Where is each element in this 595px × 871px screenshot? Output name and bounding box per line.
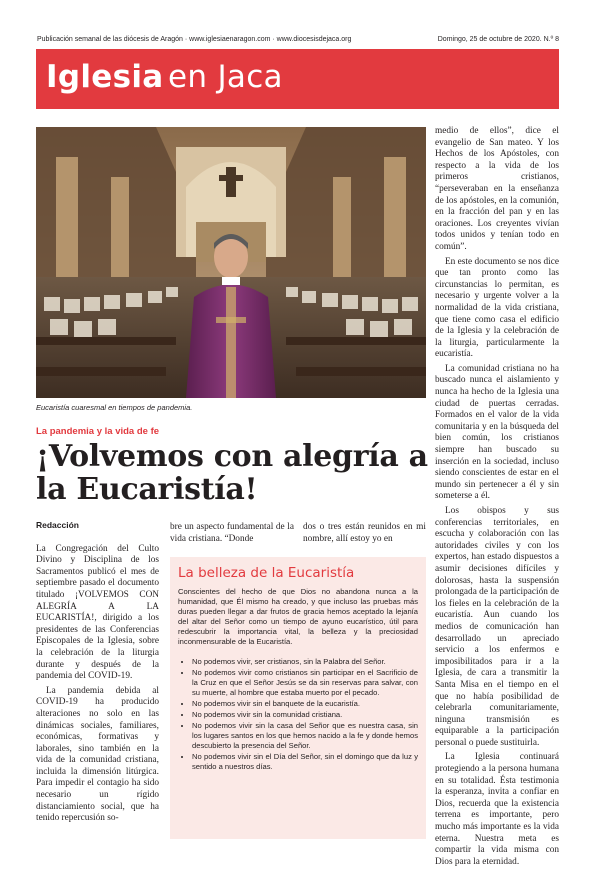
list-item: • No podemos vivir sin el Día del Señor, sin el domingo que da luz y sentido a nuestros días. xyxy=(192,752,418,772)
masthead-title-light: en Jaca xyxy=(168,59,283,95)
article-paragraph: La Congregación del Culto Divino y Disciplina de los Sacramentos publicó el mes de septiembre pasado el documento titulado ¡VOLVEMOS CON ALEGRÍA A LA EUCARISTÍA!, dirigido a los presidentes de las Conferencias Episcopales de la Iglesia, sobre la celebración de la liturgia durante y después de la pandemia del COVID-19. xyxy=(36,543,159,682)
photo-caption: Eucaristía cuaresmal en tiempos de pandemia. xyxy=(36,403,193,412)
article-kicker: La pandemia y la vida de fe xyxy=(36,426,160,437)
article-column-2 xyxy=(170,522,294,548)
article-paragraph: Los obispos y sus conferencias territoriales, en escucha y colaboración con las autoridades civiles y con los expertos, han estado dispuestos a asumir decisiones difíciles y dolorosas, hasta la suspensión prolongada de la participación de los fieles en la celebración de la eucaristía. Aun cuando los medios de comunicación han desarrollado un apreciado servicio a los enfermos e imposibilitados para ir a la Iglesia, de cara a transmitir la Santa Misa en el tiempo en el que no había posibilidad de celebrarla comunitariamente, ninguna transmisión es equiparable a la participación personal o puede sustituirla. xyxy=(435,506,559,748)
issue-date: Domingo, 25 de octubre de 2020. N.º 8 xyxy=(437,36,559,43)
church-photo-illustration xyxy=(36,127,426,398)
masthead xyxy=(36,49,559,109)
sidebar-box-intro: Conscientes del hecho de que Dios no abandona nunca a la humanidad, que Él mismo ha creado, y que incluso las pruebas más duras pueden llegar a dar frutos de gracia hemos aceptado la lejanía del altar del Señor como un tiempo de ayuno eucarístico, útil para redescubrir la importancia vital, la belleza y la preciosidad inconmensurable de la Eucaristía. xyxy=(178,587,418,646)
list-item: • No podemos vivir sin el banquete de la eucaristía. xyxy=(192,699,418,709)
article-paragraph: dos o tres están reunidos en mi nombre, allí estoy yo en xyxy=(303,522,426,544)
article-paragraph: La Iglesia continuará protegiendo a la persona humana en su totalidad. Ésta testimonia la esperanza, invita a confiar en Dios, recuerda que la existencia terrena es importante, pero mucho más importante es la vida eterna. Nuestra meta es compartir la vida misma con Dios para la eternidad. xyxy=(435,752,559,867)
article-paragraph: La pandemia debida al COVID-19 ha producido alteraciones no solo en las dinámicas sociales, familiares, económicas, formativas y laborales, sino también en la vida de la comunidad cristiana, incluida la dimensión litúrgica. Para impedir el contagio ha sido necesario un rígido distanciamiento social, que ha tenido repercusión so- xyxy=(36,685,159,824)
article-column-4 xyxy=(435,126,559,871)
article-paragraph: En este documento se nos dice que tan pronto como las circunstancias lo permitan, es necesario y urgente volver a la normalidad de la vida cristiana, que tiene como casa el edificio de la Iglesia y la celebración de la liturgia, particularmente la eucaristía. xyxy=(435,256,559,360)
list-item: • No podemos vivir sin la casa del Señor que es nuestra casa, sin los lugares santos en los que hemos nacido a la fe y donde hemos descubierto la presencia del Señor. xyxy=(192,721,418,751)
sidebar-box xyxy=(170,557,426,839)
article-paragraph: medio de ellos”, dice el evangelio de San mateo. Y los Hechos de los Apóstoles, con respecto a la vida de los primeros cristianos, “perseveraban en la enseñanza de los apóstoles, en la comunión, en la fracción del pan y en las oraciones. Los creyentes vivían todos unidos y tenían todo en común”. xyxy=(435,126,559,252)
sidebar-box-title: La belleza de la Eucaristía xyxy=(178,565,355,581)
masthead-title-bold: Iglesia xyxy=(46,59,164,95)
article-author: Redacción xyxy=(36,520,79,530)
list-item: • No podemos vivir sin la comunidad cristiana. xyxy=(192,710,418,720)
topline-right xyxy=(438,36,559,43)
article-column-3 xyxy=(303,522,426,548)
article-column-1 xyxy=(36,520,159,828)
sidebar-box-list xyxy=(178,657,418,772)
article-paragraph: La comunidad cristiana no ha buscado nunca el aislamiento y nunca ha hecho de la Iglesia una ciudad de puertas cerradas. Formados en el valor de la vida comunitaria y en la búsqueda del bien común, los cristianos siempre han buscado su inserción en la sociedad, incluso siendo conscientes de estar en el mundo sin pertenecer a él y sin someterse a él. xyxy=(435,363,559,502)
topline-left: Publicación semanal de las diócesis de Aragón · www.iglesiaenaragon.com · www.diocesisdejaca.org xyxy=(37,36,352,43)
list-item: • No podemos vivir, ser cristianos, sin la Palabra del Señor. xyxy=(192,657,418,667)
article-headline: ¡Volvemos con alegría a la Eucaristía! xyxy=(36,439,428,507)
church-photo xyxy=(36,127,426,398)
list-item: • No podemos vivir como cristianos sin participar en el Sacrificio de la Cruz en que el Señor Jesús se da sin reservas para salvar, con su muerte, al hombre que estaba muerto por el pecado. xyxy=(192,668,418,698)
article-paragraph: bre un aspecto fundamental de la vida cristiana. “Donde xyxy=(170,522,294,544)
